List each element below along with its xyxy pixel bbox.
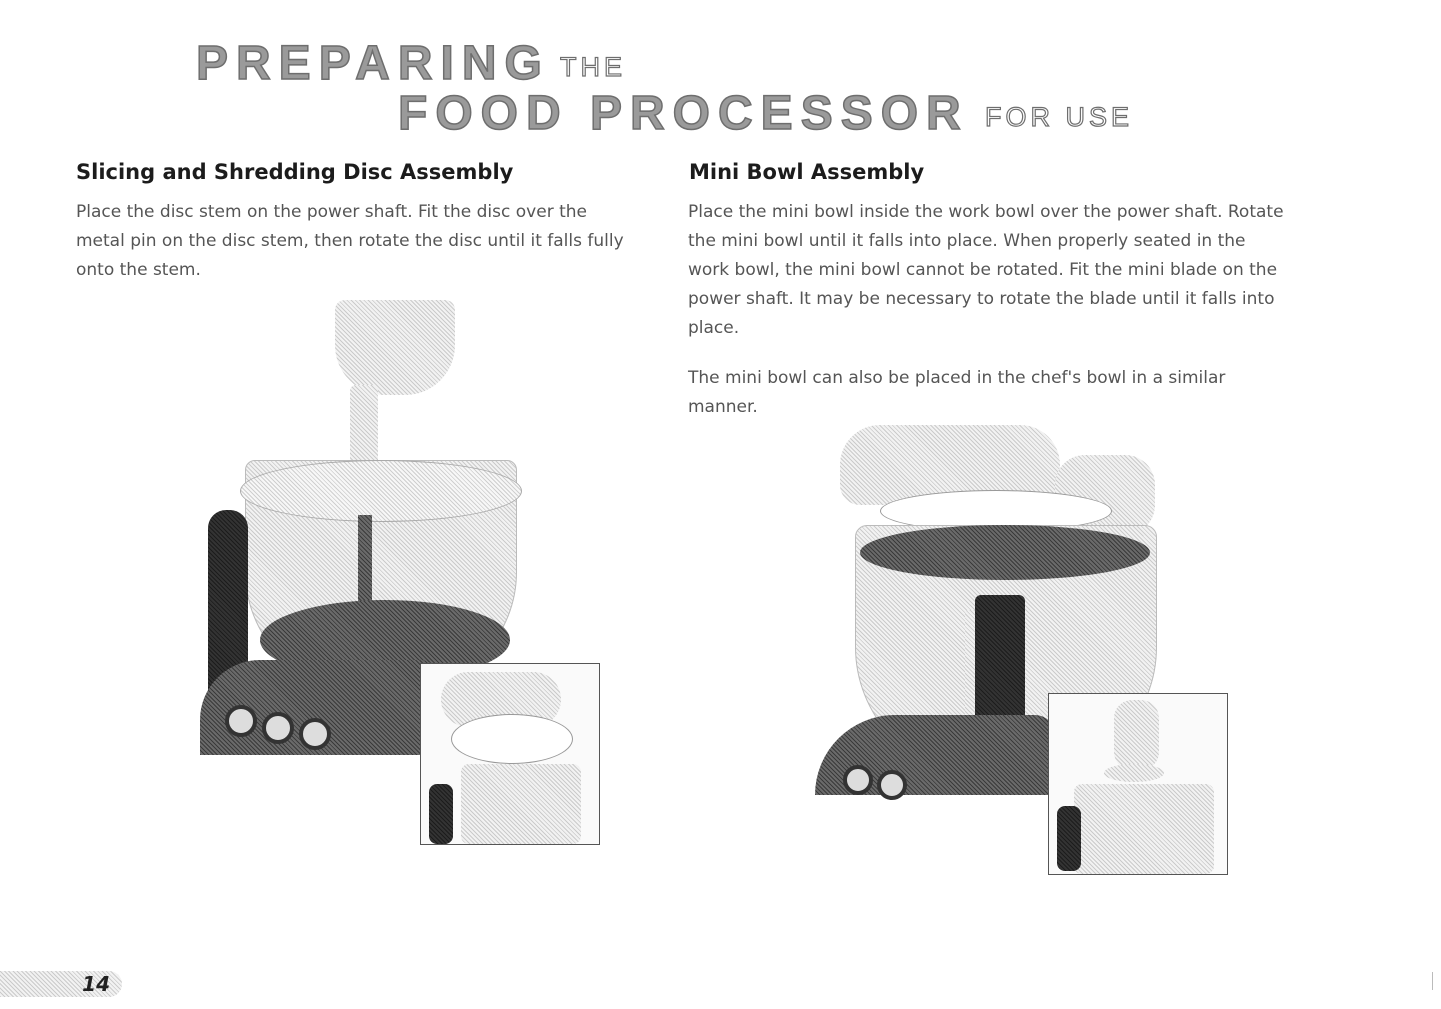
section-heading-mini-bowl: Mini Bowl Assembly: [689, 160, 925, 184]
disc-assembly-illustration: [200, 300, 610, 855]
page-number: 14: [0, 971, 122, 997]
title-food-processor: FOOD PROCESSOR: [398, 87, 969, 140]
disc-inset-photo: [420, 663, 600, 845]
title-preparing: PREPARING: [196, 37, 550, 90]
edge-divider: [1432, 972, 1433, 990]
title-for-use: FOR USE: [985, 102, 1134, 132]
title-the: THE: [560, 52, 626, 82]
section-paragraph-slicing: Place the disc stem on the power shaft. Fit the disc over the metal pin on the disc stem, then rotate the disc until it falls fully onto the stem.: [76, 202, 624, 280]
mini-blade-inset-photo: [1048, 693, 1228, 875]
section-paragraph-mini-bowl: Place the mini bowl inside the work bowl over the power shaft. Rotate the mini bowl until it falls into place. When properly seated in the work bowl, the mini bowl cannot be rotated. Fit the mini blade on the power shaft. It may be necessary to rotate the blade until it falls into place.: [688, 202, 1284, 338]
mini-bowl-illustration: [815, 415, 1235, 875]
section-heading-slicing: Slicing and Shredding Disc Assembly: [76, 160, 514, 184]
page-title: [0, 0, 1441, 150]
section-paragraph-chefs-bowl: The mini bowl can also be placed in the chef's bowl in a similar manner.: [688, 368, 1226, 417]
